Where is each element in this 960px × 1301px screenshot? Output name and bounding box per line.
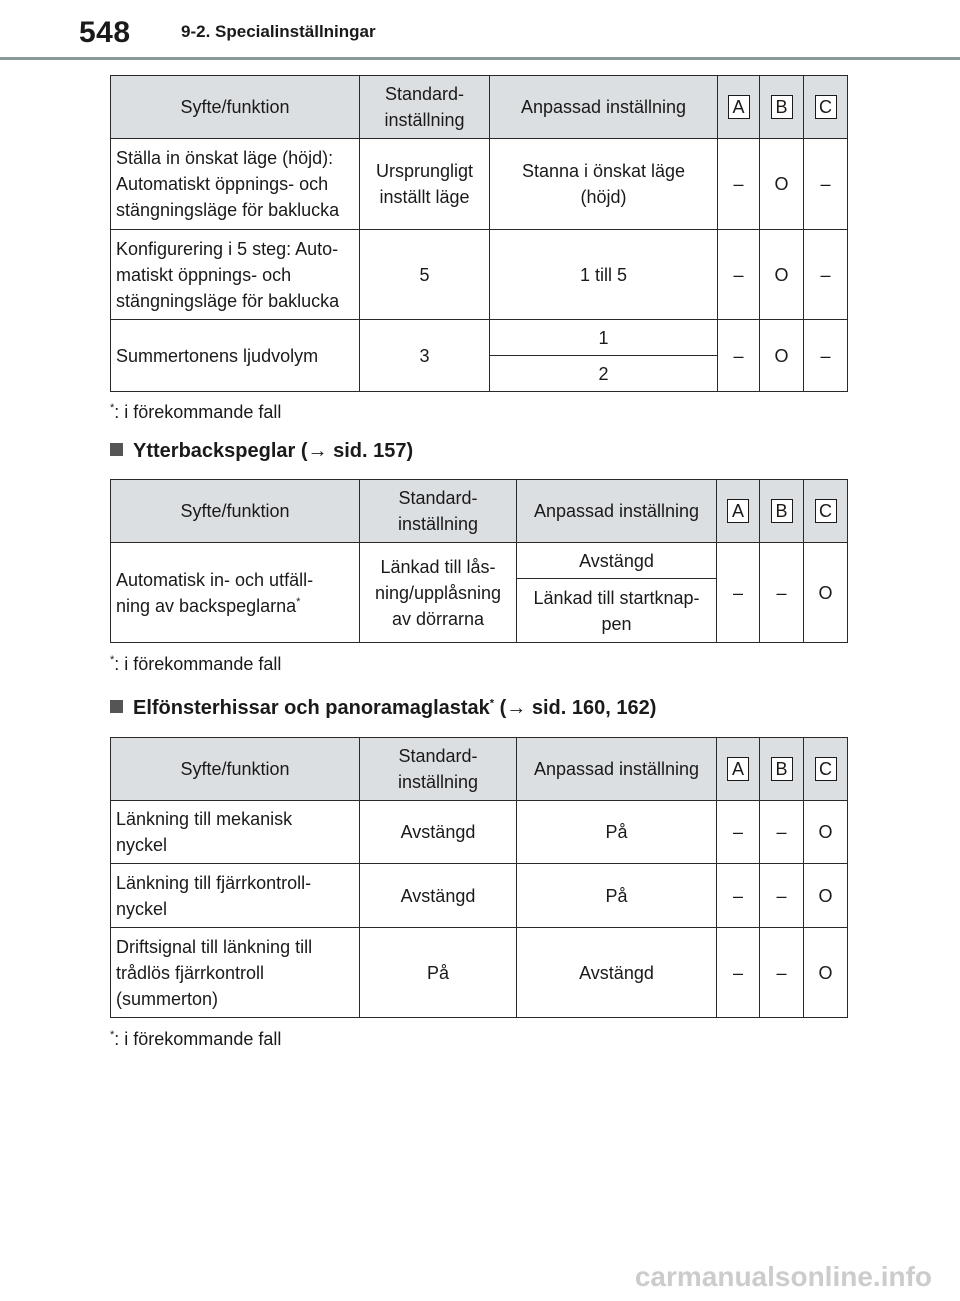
col-header-purpose: Syfte/funktion xyxy=(111,76,360,139)
col-header-custom: Anpassad inställning xyxy=(517,480,717,543)
arrow-right-icon: → xyxy=(307,440,328,462)
footnote: *: i förekommande fall xyxy=(110,654,282,674)
col-header-purpose: Syfte/funktion xyxy=(111,480,360,543)
label-a-box: A xyxy=(728,95,750,119)
section-title: 9-2. Specialinställningar xyxy=(181,22,376,41)
table-row xyxy=(111,139,848,230)
col-header-a xyxy=(718,76,760,139)
table-row xyxy=(111,320,848,356)
subsection-heading-windows: Elfönsterhissar och panoramaglastak* (→ sid. 160, 162) xyxy=(110,697,656,720)
col-header-default: Standard- inställning xyxy=(360,738,517,801)
cell-default: Avstängd xyxy=(360,864,517,928)
label-c-box: C xyxy=(815,95,837,119)
label-a-box: A xyxy=(727,499,749,523)
cell-purpose: Konfigurering i 5 steg: Auto- matiskt öppnings- och stängningsläge för baklucka xyxy=(111,230,360,320)
table-row xyxy=(111,543,848,579)
cell-a: – xyxy=(717,801,760,864)
cell-a: – xyxy=(718,230,760,320)
cell-custom: Stanna i önskat läge (höjd) xyxy=(490,139,718,230)
cell-b: O xyxy=(760,139,804,230)
cell-c: – xyxy=(804,320,848,392)
cell-default: Avstängd xyxy=(360,801,517,864)
label-b-box: B xyxy=(771,499,793,523)
cell-a: – xyxy=(718,139,760,230)
cell-c: O xyxy=(804,801,848,864)
square-bullet-icon xyxy=(110,700,123,713)
col-header-a xyxy=(717,480,760,543)
table-row xyxy=(111,928,848,1018)
cell-purpose: Länkning till fjärrkontroll- nyckel xyxy=(111,864,360,928)
col-header-default: Standard- inställning xyxy=(360,480,517,543)
subsection-heading-mirrors: Ytterbackspeglar (→ sid. 157) xyxy=(110,440,413,463)
table-header-row xyxy=(111,76,848,139)
cell-default: 3 xyxy=(360,320,490,392)
col-header-b xyxy=(760,480,804,543)
cell-b: – xyxy=(760,543,804,643)
table-header-row xyxy=(111,480,848,543)
cell-b: – xyxy=(760,801,804,864)
cell-a: – xyxy=(717,864,760,928)
table-row xyxy=(111,801,848,864)
cell-custom-option: 1 xyxy=(490,320,718,356)
cell-custom: På xyxy=(517,801,717,864)
label-c-box: C xyxy=(815,757,837,781)
table-row xyxy=(111,864,848,928)
cell-a: – xyxy=(717,543,760,643)
footnote: *: i förekommande fall xyxy=(110,402,282,422)
cell-default: Ursprungligt inställt läge xyxy=(360,139,490,230)
cell-default: 5 xyxy=(360,230,490,320)
cell-c: – xyxy=(804,230,848,320)
col-header-c xyxy=(804,76,848,139)
square-bullet-icon xyxy=(110,443,123,456)
page-header xyxy=(0,0,960,56)
cell-purpose: Summertonens ljudvolym xyxy=(111,320,360,392)
cell-custom-option: Länkad till startknap- pen xyxy=(517,579,717,643)
cell-c: – xyxy=(804,139,848,230)
cell-default: På xyxy=(360,928,517,1018)
col-header-b xyxy=(760,76,804,139)
label-b-box: B xyxy=(771,95,793,119)
cell-custom-option: 2 xyxy=(490,356,718,392)
cell-a: – xyxy=(718,320,760,392)
watermark: carmanualsonline.info xyxy=(634,1261,932,1292)
arrow-right-icon: → xyxy=(506,697,527,719)
settings-table-mirrors xyxy=(110,479,848,643)
cell-c: O xyxy=(804,928,848,1018)
cell-custom: 1 till 5 xyxy=(490,230,718,320)
col-header-a xyxy=(717,738,760,801)
col-header-default: Standard- inställning xyxy=(360,76,490,139)
cell-purpose: Driftsignal till länkning till trådlös fjärrkontroll (summerton) xyxy=(111,928,360,1018)
col-header-custom: Anpassad inställning xyxy=(517,738,717,801)
col-header-b xyxy=(760,738,804,801)
col-header-custom: Anpassad inställning xyxy=(490,76,718,139)
settings-table-tailgate xyxy=(110,75,848,392)
cell-default: Länkad till lås- ning/upplåsning av dörrarna xyxy=(360,543,517,643)
cell-c: O xyxy=(804,543,848,643)
cell-c: O xyxy=(804,864,848,928)
cell-b: – xyxy=(760,864,804,928)
label-c-box: C xyxy=(815,499,837,523)
col-header-purpose: Syfte/funktion xyxy=(111,738,360,801)
footnote: *: i förekommande fall xyxy=(110,1029,282,1049)
col-header-c xyxy=(804,480,848,543)
cell-purpose: Automatisk in- och utfäll- ning av backspeglarna* xyxy=(111,543,360,643)
settings-table-windows xyxy=(110,737,848,1018)
table-header-row xyxy=(111,738,848,801)
cell-custom: På xyxy=(517,864,717,928)
label-a-box: A xyxy=(727,757,749,781)
page-number: 548 xyxy=(79,16,131,49)
cell-b: – xyxy=(760,928,804,1018)
cell-custom-option: Avstängd xyxy=(517,543,717,579)
label-b-box: B xyxy=(771,757,793,781)
cell-purpose: Länkning till mekanisk nyckel xyxy=(111,801,360,864)
cell-b: O xyxy=(760,320,804,392)
cell-custom: Avstängd xyxy=(517,928,717,1018)
header-rule xyxy=(0,57,960,60)
cell-a: – xyxy=(717,928,760,1018)
table-row xyxy=(111,230,848,320)
cell-b: O xyxy=(760,230,804,320)
cell-purpose: Ställa in önskat läge (höjd): Automatiskt öppnings- och stängningsläge för baklucka xyxy=(111,139,360,230)
col-header-c xyxy=(804,738,848,801)
